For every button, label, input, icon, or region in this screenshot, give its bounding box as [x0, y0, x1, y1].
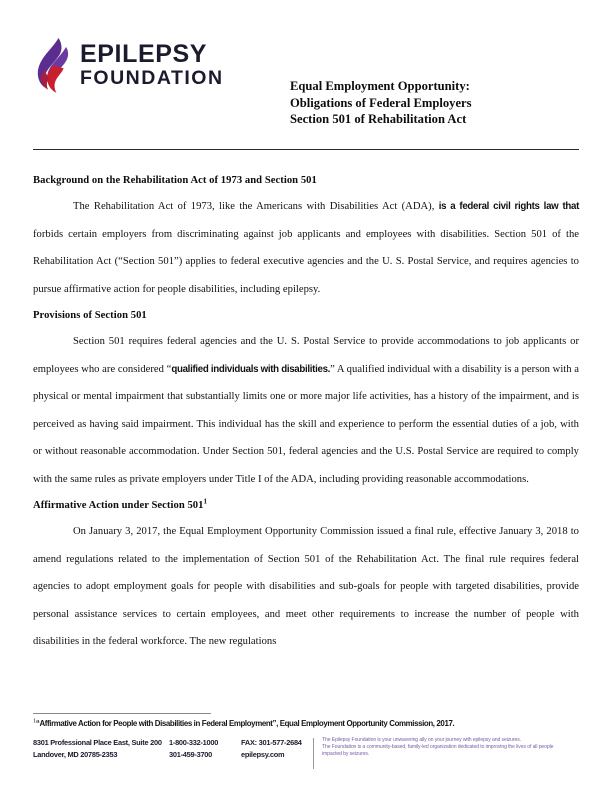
text-run: The Rehabilitation Act of 1973, like the Americans with Disabilities Act (ADA),: [73, 201, 439, 212]
footnote-reference-marker[interactable]: 1: [203, 497, 208, 506]
footnote-separator-rule: [33, 713, 211, 714]
footer-fax: FAX: 301-577-2684: [241, 738, 302, 747]
document-title-line-2: Obligations of Federal Employers: [290, 95, 472, 110]
footer-phone-toll-free[interactable]: 1-800-332-1000: [169, 738, 219, 747]
footer-phone-local[interactable]: 301-459-3700: [169, 750, 213, 760]
document-title-line-3: Section 501 of Rehabilitation Act: [290, 112, 467, 126]
text-run-emphasis: qualified individuals with disabilities.: [171, 363, 331, 375]
footer-address-line-1: 8301 Professional Place East, Suite 200: [33, 738, 162, 747]
header-divider-rule: [33, 149, 579, 150]
footer-vertical-divider: [313, 738, 314, 769]
logo-wordmark: [80, 42, 224, 89]
footer-phone-column: [169, 737, 241, 762]
section-paragraph-background: [33, 193, 579, 303]
section-paragraph-provisions: [33, 328, 579, 493]
epilepsy-foundation-logo: [33, 37, 224, 94]
document-title: [290, 78, 580, 128]
document-title-line-1: Equal Employment Opportunity:: [290, 79, 470, 93]
document-header: [0, 0, 612, 148]
footer-contact-block: [33, 737, 321, 762]
footer-website-link[interactable]: epilepsy.com: [241, 750, 285, 760]
footnote-area: [33, 713, 579, 729]
document-body: [33, 172, 579, 660]
document-footer: [33, 737, 579, 777]
footnote-number: 1: [33, 718, 36, 725]
section-paragraph-affirmative-action: [33, 518, 579, 656]
footnote-entry: [33, 718, 579, 729]
footer-tagline-line-2: The Foundation is a community-based, family-led organization dedicated to improving the lives of all people: [322, 744, 554, 751]
text-run: ” A qualified individual with a disability is a person with a physical or mental impairment that substantially limits one or more major life activities, has a history of the impairment, and is perceived as having said impairment. This individual has the skill and experience to perform the essential duties of a job, with or without reasonable accommodation. Under Section 501, federal agencies and the U.S. Postal Service are required to comply with the same rules as private employers under Title I of the ADA, including providing reasonable accommodations.: [33, 363, 579, 485]
section-heading-background: [33, 172, 579, 190]
text-run: Section 501 requires federal agencies and the U. S. Postal Service to provide accommodations to job applicants or employees who are considered “: [33, 336, 579, 375]
footer-tagline-line-1: The Epilepsy Foundation is your unwavering ally on your journey with epilepsy and seizures.: [322, 737, 522, 743]
flame-icon: [33, 37, 73, 94]
section-heading-text: Provisions of Section 501: [33, 310, 147, 321]
footer-address-line-2: Landover, MD 20785-2353: [33, 750, 118, 760]
text-run: forbids certain employers from discriminating against job applicants and employees with disabilities. Section 501 of the Rehabilitation Act (“Section 501”) applies to federal executive agencies and the U. S. Postal Service, and requires agencies to pursue affirmative action for people disabilities, including epilepsy.: [33, 228, 579, 295]
footer-mission-tagline: [322, 737, 584, 759]
logo-word-foundation: FOUNDATION: [80, 67, 224, 90]
section-heading-text: Affirmative Action under Section 501: [33, 500, 204, 511]
footer-tagline-line-3: impacted by seizures.: [322, 751, 370, 758]
text-run: On January 3, 2017, the Equal Employment Opportunity Commission issued a final rule, effective January 3, 2018 to amend regulations related to the implementation of Section 501 of the Rehabilitation Act. The final rule requires federal agencies to adopt employment goals for people with disabilities and sub-goals for people with targeted disabilities, provide personal assistance services to certain employees, and meet other requirements to increase the number of people with disabilities in the federal workforce. The new regulations: [33, 526, 579, 647]
section-heading-text: Background on the Rehabilitation Act of 1973 and Section 501: [33, 175, 317, 186]
logo-word-epilepsy: EPILEPSY: [80, 40, 208, 69]
text-run-emphasis: is a federal civil rights law that: [438, 201, 579, 212]
footer-address-column: [33, 737, 169, 762]
section-heading-affirmative-action: [33, 497, 579, 515]
footnote-citation-text: “Affirmative Action for People with Disabilities in Federal Employment”, Equal Employment Opportunity Commission, 2017.: [35, 719, 455, 728]
section-heading-provisions: [33, 307, 579, 325]
footer-contact-column: [241, 737, 321, 762]
